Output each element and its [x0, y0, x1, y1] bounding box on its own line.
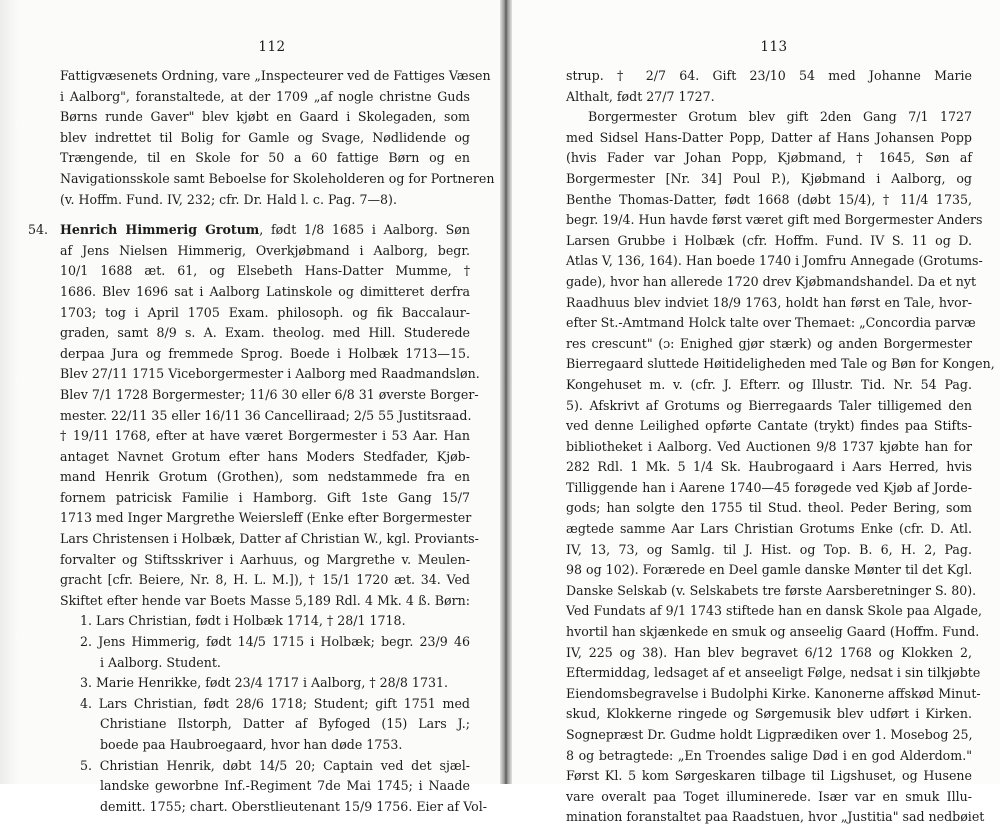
text-line: Eftermiddag, ledsaget af et anseeligt Følge, nedsat i sin tilkjøbte	[566, 665, 981, 681]
text-line: mination foranstaltet paa Raadstuen, hvor „Justitia" sad nedbøiet	[566, 809, 985, 825]
text-line: (v. Hoffm. Fund. IV, 232; cfr. Dr. Hald l. c. Pag. 7—8).	[60, 191, 397, 207]
biography-entry	[28, 220, 487, 817]
text-line: (hvis Fader var Johan Popp, Kjøbmand, † 1645, Søn af	[566, 150, 972, 166]
text-line: gade), hvor han allerede 1720 drev Kjøbmandshandel. Da et nyt	[566, 273, 977, 289]
text-line: fornem patricisk Familie i Hamborg. Gift 1ste Gang 15/7	[60, 489, 470, 505]
text-line: 8 og betragtede: „En Troendes salige Død i en god Alderdom."	[566, 747, 972, 763]
text-line: Tilliggende han i Aarene 1740—45 forøgede ved Kjøb af Jorde-	[566, 479, 972, 495]
text-line: gracht [cfr. Beiere, Nr. 8, H. L. M.]), † 15/1 1720 æt. 34. Ved	[60, 572, 470, 588]
text-line: efter St.-Amtmand Holck talte over Themaet: „Concordia parvæ	[566, 315, 976, 331]
text-line: 5). Afskrivt af Grotums og Bierregaards Taler tilligemed den	[566, 397, 972, 413]
book-gutter	[500, 0, 512, 784]
right-page	[512, 0, 1000, 825]
text-line: Danske Selskab (v. Selskabets tre første Aarsberetninger S. 80).	[566, 582, 977, 598]
children-list	[60, 611, 487, 817]
entry-number: 54.	[28, 222, 49, 238]
text-line: Navigationsskole samt Beboelse for Skoleholderen og for Portneren	[60, 170, 495, 186]
text-line: 10/1 1688 æt. 61, og Elsebeth Hans-Datter Mumme, †	[60, 263, 470, 279]
text-line: vare overalt paa Toget illuminerede. Især var en smuk Illu-	[566, 788, 972, 804]
page-number: 113	[760, 39, 788, 55]
text-line: Eiendomsbegravelse i Budolphi Kirke. Kanonerne affskød Minut-	[566, 685, 981, 701]
text-line: Fattigvæsenets Ordning, vare „Inspecteurer ved de Fattiges Væsen	[60, 68, 491, 83]
text-line: 282 Rdl. 1 Mk. 5 1/4 Sk. Haubrogaard i Aars Herred, hvis	[566, 459, 972, 475]
text-line: Raadhuus blev indviet 18/9 1763, holdt han først en Tale, hvor-	[566, 294, 972, 310]
text-line: Atlas V, 136, 164). Han boede 1740 i Jomfru Annegade (Grotums-	[566, 253, 983, 269]
text-line: Benthe Thomas-Datter, født 1668 (døbt 15/4), † 11/4 1735,	[566, 191, 972, 207]
page-edge-shadow	[0, 0, 18, 784]
text-line: strup. † 2/7 64. Gift 23/10 54 med Johanne Marie	[566, 68, 972, 83]
text-line: i Aalborg", foranstaltede, at der 1709 „af nogle christne Guds	[60, 88, 470, 104]
text-line: hvortil han skjænkede en smuk og anseelig Gaard (Hoffm. Fund.	[566, 624, 980, 640]
text-line: Først Kl. 5 kom Sørgeskaren tilbage til Ligshuset, og Husene	[566, 768, 972, 784]
text-line: ægtede samme Aar Lars Christian Grotums Enke (cfr. D. Atl.	[566, 521, 972, 537]
text-line: med Sidsel Hans-Datter Popp, Datter af Hans Johansen Popp	[566, 129, 972, 145]
text-line: begr. 19/4. Hun havde først været gift med Borgermester Anders	[566, 212, 983, 228]
list-item: 3. Marie Henrikke, født 23/4 1717 i Aalborg, † 28/8 1731.	[80, 675, 448, 691]
text-line: 98 og 102). Forærede en Deel gamle danske Mønter til det Kgl.	[566, 562, 973, 578]
text-line: derpaa Jura og fremmede Sprog. Boede i Holbæk 1713—15.	[60, 345, 470, 361]
list-item: 4. Lars Christian, født 28/6 1718; Student; gift 1751 med	[80, 695, 470, 711]
text-line: Trængende, til en Skole for 50 a 60 fattige Børn og en	[60, 150, 470, 166]
text-line: bibliotheket i Aalborg. Ved Auctionen 9/8 1737 kjøbte han for	[566, 438, 972, 454]
text-line: antaget Navnet Grotum efter hans Moders Stedfader, Kjøb-	[60, 448, 470, 464]
text-line: Skiftet efter hende var Boets Masse 5,189 Rdl. 4 Mk. 4 ß. Børn:	[60, 592, 470, 608]
text-line: graden, samt 8/9 s. A. Exam. theolog. med Hill. Studerede	[60, 325, 470, 341]
text-line: Althalt, født 27/7 1727.	[566, 88, 715, 104]
text-line: Borgermester [Nr. 34] Poul P.), Kjøbmand i Aalborg, og	[566, 170, 972, 186]
text-line: Blev 27/11 1715 Viceborgermester i Aalborg med Raadmandsløn.	[60, 366, 480, 382]
text-line: Bierregaard sluttede Høitideligheden med Tale og Bøn for Kongen,	[566, 356, 995, 372]
text-line: mand Henrik Grotum (Grothen), som nedstammede fra en	[60, 469, 470, 485]
text-line: af Jens Nielsen Himmerig, Overkjøbmand i Aalborg, begr.	[60, 242, 470, 258]
text-line: † 19/11 1768, efter at have været Borgermester i 53 Aar. Han	[60, 428, 470, 444]
text-line: Kongehuset m. v. (cfr. J. Efterr. og Illustr. Tid. Nr. 54 Pag.	[566, 376, 972, 392]
text-line: Sognepræst Dr. Gudme holdt Ligprædiken over 1. Mosebog 25,	[566, 727, 973, 742]
text-line: 1713 med Inger Margrethe Weiersleff (Enke efter Borgermester	[60, 510, 472, 526]
list-item-continuation: landske geworbne Inf.-Regiment 7de Mai 1745; i Naade	[100, 778, 470, 794]
text-line: 1703; tog i April 1705 Exam. philosoph. og fik Baccalaur-	[60, 304, 470, 320]
text-line: 1686. Blev 1696 sat i Aalborg Latinskole og dimitteret derfra	[60, 283, 470, 299]
entry-heading-name: Henrich Himmerig Grotum	[60, 222, 260, 238]
text-line: skud, Klokkerne ringede og Sørgemusik blev udført i Kirken.	[566, 706, 972, 722]
text-line: Larsen Grubbe i Holbæk (cfr. Hoffm. Fund. IV S. 11 og D.	[566, 232, 972, 248]
text-line: IV, 225 og 38). Han blev begravet 6/12 1768 og Klokken 2,	[566, 644, 972, 660]
intro-paragraph	[60, 66, 495, 210]
entry-first-line	[28, 220, 470, 241]
list-item-continuation: Christiane Ilstorph, Datter af Byfoged (15) Lars J.;	[100, 716, 470, 732]
left-page	[0, 0, 500, 814]
text-line: Børns runde Gaver" blev kjøbt en Gaard i Skolegaden, som	[60, 109, 470, 125]
list-item: 5. Christian Henrik, døbt 14/5 20; Captain ved det sjæl-	[80, 757, 470, 773]
list-item: 1. Lars Christian, født i Holbæk 1714, † 28/1 1718.	[80, 613, 406, 629]
list-item-continuation: demitt. 1755; chart. Oberstlieutenant 15/9 1756. Eier af Vol-	[100, 798, 487, 814]
list-item-continuation: i Aalborg. Student.	[100, 654, 221, 670]
text-line: Ved Fundats af 9/1 1743 stiftede han en dansk Skole paa Algade,	[566, 603, 982, 619]
text-line: IV, 13, 73, og Samlg. til J. Hist. og Top. B. 6, H. 2, Pag.	[566, 541, 972, 557]
entry-first-line-text: , født 1/8 1685 i Aalborg. Søn	[259, 222, 470, 238]
text-line: mester. 22/11 35 eller 16/11 36 Cancelliraad; 2/5 55 Justitsraad.	[60, 407, 472, 423]
text-line: res crescunt" (ɔ: Enighed gjør stærk) og anden Borgermester	[566, 335, 972, 351]
text-line: blev indrettet til Bolig for Gamle og Svage, Nødlidende og	[60, 129, 470, 145]
text-line: Lars Christensen i Holbæk, Datter af Christian W., kgl. Proviants-	[60, 531, 479, 547]
text-line: gods; han solgte den 1755 til Stud. theol. Peder Bering, som	[566, 500, 972, 516]
text-line: forvalter og Stiftsskriver i Aarhuus, og Margrethe v. Meulen-	[60, 551, 470, 567]
list-item-continuation: boede paa Haubroegaard, hvor han døde 1753.	[100, 737, 403, 752]
page-number: 112	[258, 39, 286, 55]
list-item: 2. Jens Himmerig, født 14/5 1715 i Holbæk; begr. 23/9 46	[80, 634, 470, 650]
text-line: Borgermester Grotum blev gift 2den Gang 7/1 1727	[588, 109, 972, 125]
text-line: Blev 7/1 1728 Borgermester; 11/6 30 eller 6/8 31 øverste Borger-	[60, 386, 479, 402]
body-text	[566, 66, 995, 828]
text-line: ved denne Leilighed opførte Cantate (trykt) findes paa Stifts-	[566, 418, 972, 434]
